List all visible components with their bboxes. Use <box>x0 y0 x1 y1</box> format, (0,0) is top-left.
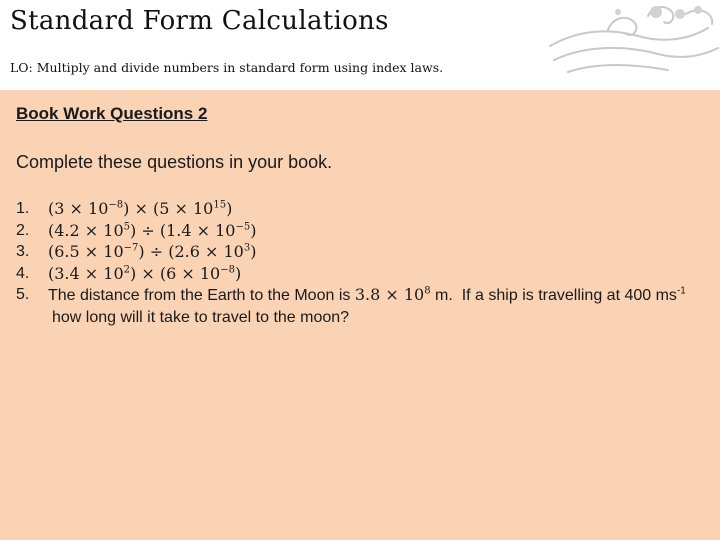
question-number: 2. <box>16 221 30 239</box>
question-number: 5. <box>16 286 30 303</box>
question-1 <box>16 198 706 220</box>
learning-objective: LO: Multiply and divide numbers in standard form using index laws. <box>10 60 444 75</box>
question-5-continued: how long will it take to travel to the moon? <box>52 308 350 326</box>
question-number: 1. <box>16 200 30 217</box>
question-2 <box>16 220 706 242</box>
instruction-text: Complete these questions in your book. <box>16 152 333 172</box>
question-expression: $(3.4 \times 10^2) \times (6 \times 10^{-8})$ <box>48 263 242 283</box>
question-5 <box>16 284 706 307</box>
question-expression: $(4.2 \times 10^5) \div (1.4 \times 10^{-5})$ <box>48 220 257 240</box>
question-expression: $(3 \times 10^{-8}) \times (5 \times 10^{15})$ <box>48 199 233 218</box>
question-text: The distance from the Earth to the Moon is $3.8 \times 10^8$ m. If a ship is travelling at 400 $ms^{-1}$ <box>48 285 686 304</box>
question-expression: $(6.5 \times 10^{-7}) \div (2.6 \times 10^3)$ <box>48 242 257 261</box>
section-heading: Book Work Questions 2 <box>16 104 208 123</box>
slide-header <box>0 0 720 90</box>
question-4 <box>16 263 706 285</box>
slide-title: Standard Form Calculations <box>10 6 389 36</box>
swirl-ornament-icon <box>548 0 720 88</box>
question-list <box>16 198 706 328</box>
question-3 <box>16 241 706 263</box>
question-number: 4. <box>16 264 30 282</box>
question-number: 3. <box>16 243 30 260</box>
